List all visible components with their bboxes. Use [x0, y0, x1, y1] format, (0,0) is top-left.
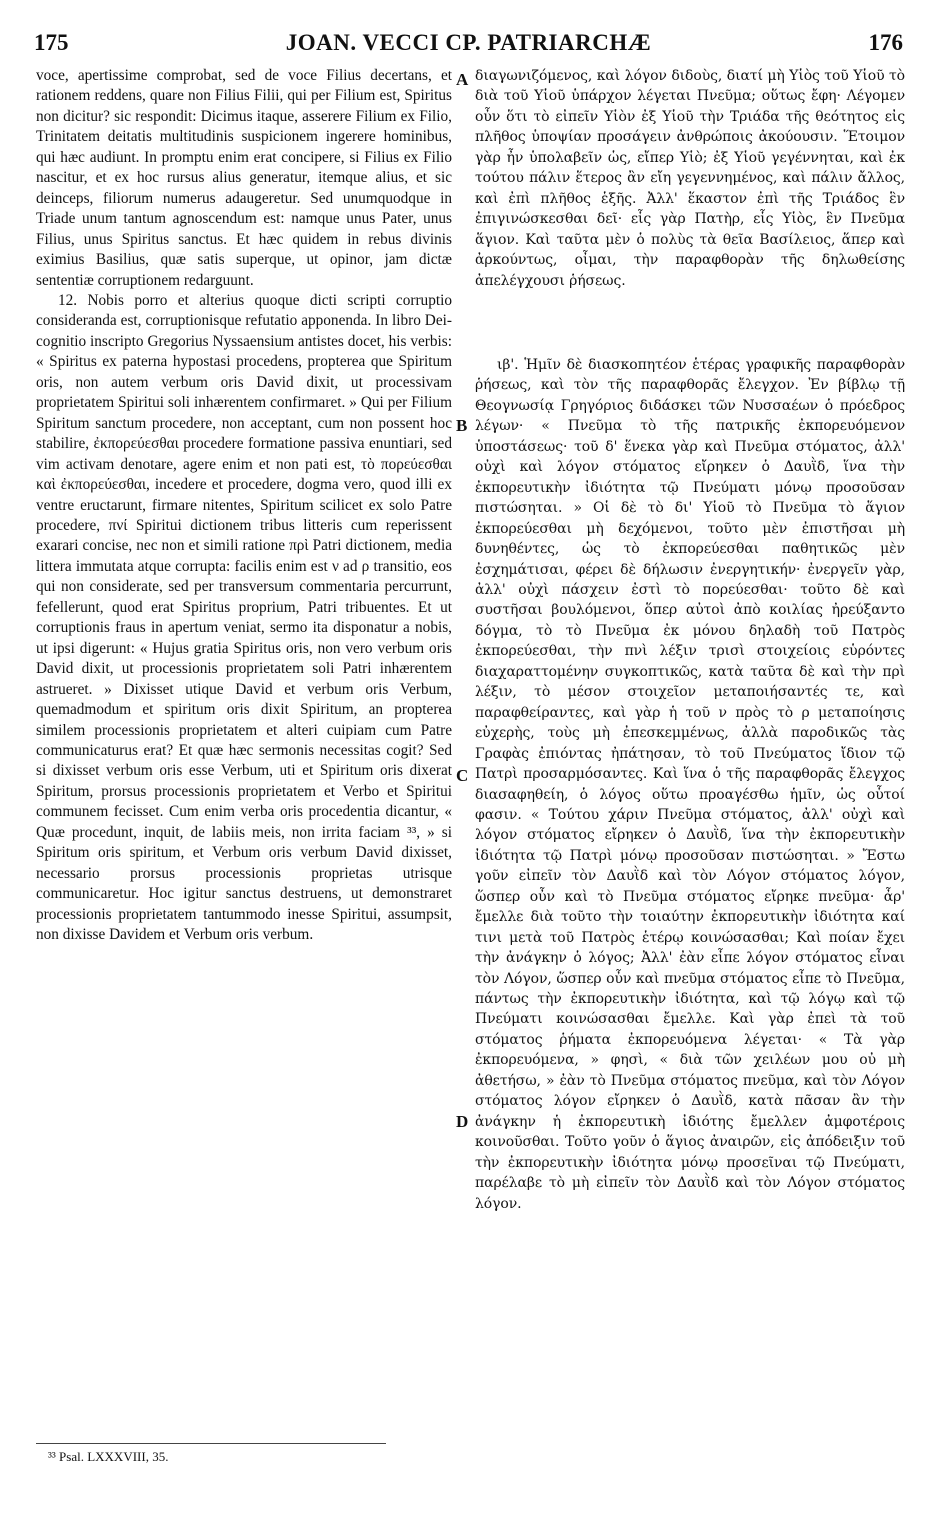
- footnote-rule: [36, 1443, 386, 1444]
- page-number-left: 175: [34, 30, 69, 55]
- greek-paragraph-1: διαγωνιζόμενος, καὶ λόγον διδοὺς, διατί μὴ Υἱὸς τοῦ Υἱοῦ τὸ διὰ τοῦ Υἱοῦ ὑπάρχον λέγεται Πνεῦμα; οὕτως ἔφη· Λέγομεν οὖν ὅτι τὸ εἰπεῖν Υἱὸν ἐξ Υἱοῦ τὴν Τριάδα τῆς θεότητος εἰς πλῆθος ὑποψίαν προσάγειν ἀνθρώποις ἀκούουσιν. Ἕτοιμον γὰρ ἦν ὑπολαβεῖν ὡς, εἴπερ Υἱὸ; ἐξ Υἱοῦ γεγέννηται, καὶ ἐκ τούτου πάλιν ἕτερος ἂν εἴη γεγεννημένος, καὶ πάλιν ἄλλος, καὶ ἐπὶ πλῆθος ἑξῆς. Ἀλλ' ἕκαστον ἐπὶ τῆς Τριάδος ἓν ἐπιγινώσκεσθαι δεῖ· εἷς γὰρ Πατὴρ, εἷς Υἱὸς, ἓν Πνεῦμα ἅγιον. Καὶ ταῦτα μὲν ὁ πολὺς τὰ θεῖα Βασίλειος, ἅπερ καὶ ἀρκούντως, οἶμαι, τὴν παραφθορὰν τῆς δηλωθείσης ἀπελέγχουσι ῥήσεως.: [475, 68, 905, 289]
- footnote: ³³ Psal. LXXXVIII, 35.: [48, 1449, 169, 1464]
- page-number-right: 176: [868, 30, 903, 55]
- greek-column: [475, 66, 905, 1214]
- greek-paragraph-2: ιβ'. Ἡμῖν δὲ διασκοπητέον ἑτέρας γραφικῆς παραφθορὰν ῥήσεως, καὶ τὸν τῆς παραφθορᾶς ἔλεγχον. Ἐν βίβλῳ τῇ Θεογνωσίᾳ Γρηγόριος διδάσκει τῶν Νυσσαέων ὁ πρόεδρος λέγων· « Πνεῦμα τὸ τῆς πατρικῆς ἐκπορευόμενον ὑποστάσεως· τοῦ δ' ἕνεκα γὰρ καὶ Πνεῦμα στόματος, ἀλλ' οὐχὶ καὶ λόγον στόματος εἴρηκεν ὁ Δαυῒδ, ἵνα τὴν ἐκπορευτικὴν ἰδιότητα τῷ Πνεύματι μόνῳ προσοῦσαν πιστώσηται. » Οἱ δὲ τὸ δι' Υἱοῦ τὸ Πνεῦμα τὸ ἅγιον ἐκπορεύεσθαι μὴ δεχόμενοι, τοῦτο μὲν ἐπιστῆσαι μὴ δυνηθέντες, ὡς τὸ ἐκπορεύεσθαι παθητικῶς μὲν ἐσχημάτισαι, φέρει δὲ δήλωσιν ἐνεργητικήν· ἐνεργεῖν γὰρ, ἀλλ' οὐχὶ πάσχειν ἐστὶ τὸ πορεύεσθαι· τοῦτο δὲ καὶ συστῆσαι βουλόμενοι, ὅπερ αὐτοὶ ἀπὸ κοιλίας ἠρεύξαντο δόγμα, τὸ τὸ Πνεῦμα ἐκ μόνου δηλαδὴ τοῦ Πατρὸς ἐκπορεύεσθαι, τὴν πνὶ λέξιν τρισὶ στοιχείοις εὑρόντες διαχαραττομένην συγκοπτικῶς, κατὰ ταῦτα δὲ καὶ τὴν πρὶ λέξιν, τὸ μέσον στοιχεῖον μεταποιήσαντές τε, καὶ παραφθείραντες, καὶ γὰρ ἡ τοῦ ν πρὸς τὸ ρ μεταποίησις εὐχερὴς, τοὺς μὴ ἐπεσκεμμένως, ἀλλὰ παροδικῶς τὰς Γραφὰς ἐπιόντας ἠπάτησαν, τὸ τοῦ Πνεύματος ἴδιον τῷ Πατρὶ προσαρμόσαντες. Καὶ ἵνα ὁ τῆς παραφθορᾶς ἔλεγχος διασαφηθείη, ὁ λόγος οὕτω προαγέσθω ἡμῖν, ὡς οὗτοί φασιν. « Τούτου χάριν Πνεῦμα στόματος, ἀλλ' οὐχὶ καὶ λόγον στόματος εἴρηκεν ὁ Δαυῒδ, ἵνα τὴν ἐκπορευτικὴν ἰδιότητα τῷ Πατρὶ μόνῳ προσοῦσαν πιστώσηται. » Ἔστω γοῦν εἰπεῖν τὸν Δαυῒδ καὶ τὸν Λόγον στόματος λόγον, ὥσπερ οὖν καὶ τὸ Πνεῦμα στόματος εἴρηκε πνεῦμα· ἆρ' ἔμελλε διὰ τοῦτο τὴν τοιαύτην ἐκπορευτικὴν ἰδιότητα καί τινι μετὰ τοῦ Πατρὸς ἑτέρῳ κοινώσασθαι; Καὶ ποίαν ἔχει τὴν ἀνάγκην ὁ λόγος; Ἀλλ' ἐὰν εἶπε λόγον στόματος εἶναι τὸν Λόγον, ὥσπερ οὖν καὶ πνεῦμα στόματος εἶπε τὸ Πνεῦμα, πάντως τὴν ἐκπορευτικὴν ἰδιότητα, καὶ τῷ λόγῳ καὶ τῷ Πνεύματι κοινώσασθαι ἔμελλε. Καὶ γὰρ ἐπεὶ τὰ τοῦ στόματος ῥήματα ἐκπορευόμενα λέγεται· « Τὰ γὰρ ἐκπορευόμενα, » φησὶ, « διὰ τῶν χειλέων μου οὐ μὴ ἀθετήσω, » ἐὰν τὸ Πνεῦμα στόματος πνεῦμα, καὶ τὸν Λόγον στόματος λόγον εἴρηκεν ὁ Δαυῒδ, κατὰ πᾶσαν ἂν τὴν ἀνάγκην ἡ ἐκπορευτικὴ ἰδιότης ἔμελλεν ἀμφοτέροις κοινοῦσθαι. Τοῦτο γοῦν ὁ ἅγιος ἀναιρῶν, εἰς ἀπόδειξιν τοῦ τὴν ἐκπορευτικὴν ἰδιότητα μόνῳ προσεῖναι τῷ Πνεύματι, παρέλαβε τὸ μὴ εἰπεῖν τὸν Δαυῒδ καὶ τὸν Λόγον στόματος λόγον.: [475, 356, 905, 1212]
- running-title: JOAN. VECCI CP. PATRIARCHÆ: [285, 30, 652, 55]
- section-marker-a: A: [456, 70, 469, 89]
- section-marker-d: D: [456, 1112, 469, 1131]
- latin-paragraph-1: voce, apertissime comprobat, sed de voce Filius decertans, et rationem reddens, quare non Filius Filii, qui per Filium est, Spiritus non dicitur? sic respondit: Dicimus itaque, asserere Filium ex Filio, Trinitatem deitatis multitudinis suspicionem ingerere hominibus, qui hæc audiunt. In promptu enim erat concipere, si Filius ex Filio nascitur, et ex hoc rursus alius generatur, itemque alius, et sic deinceps, filiorum numerus adaugeretur. Sed unumquodque in Triade unum tantum agnoscendum est: namque unus Pater, unus Filius, unus Spiritus sanctus. Et hæc quidem in rebus divinis eximius Basilius, quæ satis superque, ut opinor, jam dictæ sententiæ corruptionem redarguunt.: [36, 67, 452, 289]
- latin-column: [36, 66, 452, 945]
- section-marker-b: B: [456, 416, 468, 435]
- page-header: [34, 30, 903, 64]
- section-marker-c: C: [456, 766, 469, 785]
- latin-paragraph-2: 12. Nobis porro et alterius quoque dicti scripti corruptio consideranda est, corruptionisque refutatio apponenda. In libro Dei-cognitio inscripto Gregorius Nyssaensium antistes docet, his verbis: « Spiritus ex paterna hypostasi procedens, propterea que Spiritum oris, non autem verbum oris David dixit, ut processivam proprietatem Spiritui soli inhærentem confirmaret. » Qui per Filium Spiritum sanctum procedere, non acceptant, cum non possent hoc stabilire, ἐκπορεύεσθαι procedere formatione passiva enuntiari, sed vim activam denotare, agere enim et non pati est, τὸ πορεύεσθαι καὶ ἐκπορεύεσθαι, incedere et procedere, dogma vero, quod illi ex ventre eructarunt, firmare nitentes, Spiritum scilicet ex solo Patre procedere, πνί Spiritui dictionem tribus litteris cum reperissent exarari concise, nec non et simili ratione πρὶ Patri dictionem, media littera immutata atque corrupta: facilis enim est ν ad ρ transitio, eos qui non considerate, sed per transversum commentaria percurrunt, fefellerunt, quod erat Spiritus proprium, Patri tribuentes. Et ut corruptionis fraus in apertum veniat, sermo ita disponatur a nobis, ut ipsi digerunt: « Hujus gratia Spiritus oris, non vero verbum oris David dixit, ut processionis proprietatem soli Patri inhærentem astrueret. » Dixisset utique David et verbum oris Verbum, quemadmodum et spiritum oris dixit Spiritum, an propterea similem processionis proprietatem et alteri cuipiam cum Patre communicaturus erat? Et quæ hæc sermonis necessitas cogit? Sed si dixisset verbum oris esse Verbum, uti et Spiritum oris dixerat Spiritum, prorsus processionis proprietatem et Verbo et Spiritui communem fecisset. Cum enim verba oris procedentia dicantur, « Quæ procedunt, inquit, de labiis meis, non irrita faciam ³³, » si Spiritum oris spiritum, et Verbum oris verbum David dixisset, necessario prorsus processionis proprietas utrisque communicaretur. Hoc igitur sanctus destruens, ut demonstraret processionis proprietatem tantummodo inesse Spiritui, assumpsit, non dixisse Davidem et Verbum oris verbum.: [36, 291, 452, 944]
